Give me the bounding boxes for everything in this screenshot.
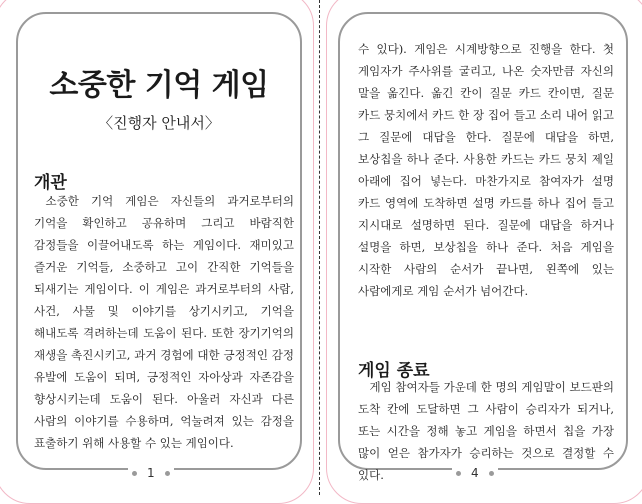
document-title: 소중한 기억 게임 <box>49 68 269 103</box>
page-dot <box>165 471 170 476</box>
game-end-heading: 게임 종료 <box>358 361 430 381</box>
page-dot <box>489 471 494 476</box>
page-dot <box>456 471 461 476</box>
right-page-number <box>452 465 498 481</box>
game-progress-body: 수 있다). 게임은 시계방향으로 진행을 한다. 첫 게임자가 주사위를 굴리고, 나온 숫자만큼 자신의 말을 옮긴다. 옮긴 칸이 질문 카드 칸이면, 질문 카드 뭉치에서 카드 한 장 집어 들고 소리 내어 읽고 그 질문에 대답을 한다. 질문에 대답을 하면, 보상칩을 하나 준다. 사용한 카드는 카드 뭉치 제일 아래에 집어 넣는다. 마찬가지로 참여자가 설명 카드 영역에 도착하면 설명 카드를 하나 집어 들고 지시대로 설명하면 된다. 질문에 대답을 하거나 설명을 하면, 보상칩을 하나 준다. 처음 게임을 시작한 사람의 순서가 끝나면, 왼쪽에 있는 사람에게로 게임 순서가 넘어간다. <box>358 42 614 298</box>
right-page-card <box>338 12 628 482</box>
page-number-text: 1 <box>147 466 155 480</box>
left-page-card <box>16 12 302 470</box>
document-subtitle: 〈진행자 안내서〉 <box>98 114 220 132</box>
left-page-number <box>128 465 174 481</box>
page-dot <box>132 471 137 476</box>
game-end-body: 게임 참여자들 가운데 한 명의 게임말이 보드판의 도착 칸에 도달하면 그 사람이 승리자가 되거나, 또는 시간을 정해 놓고 게임을 하면서 칩을 가장 많이 얻은 참가자가 승리하는 것으로 결정할 수 있다. <box>358 380 614 482</box>
overview-heading: 개관 <box>34 173 67 193</box>
overview-body: 소중한 기억 게임은 자신들의 과거로부터의 기억을 확인하고 공유하며 그리고 바람직한 감정들을 이끌어내도록 하는 게임이다. 재미있고 즐거운 기억들, 소중하고 고이 간직한 기억들을 되새기는 게임이다. 이 게임은 과거로부터의 사람, 사건, 사물 및 이야기를 상기시키고, 기억을 해내도록 격려하는데 도움이 된다. 또한 장기기억의 재생을 촉진시키고, 과거 경험에 대한 긍정적인 감정 유발에 도움이 되며, 긍정적인 자아상과 자존감을 향상시키는데 도움이 된다. 아울러 자신과 다른 사람의 이야기를 수용하며, 억눌려져 있는 감정을 표출하기 위해 사용할 수 있는 게임이다. <box>34 194 294 450</box>
page-number-text: 4 <box>471 466 479 480</box>
fold-line <box>319 0 320 495</box>
